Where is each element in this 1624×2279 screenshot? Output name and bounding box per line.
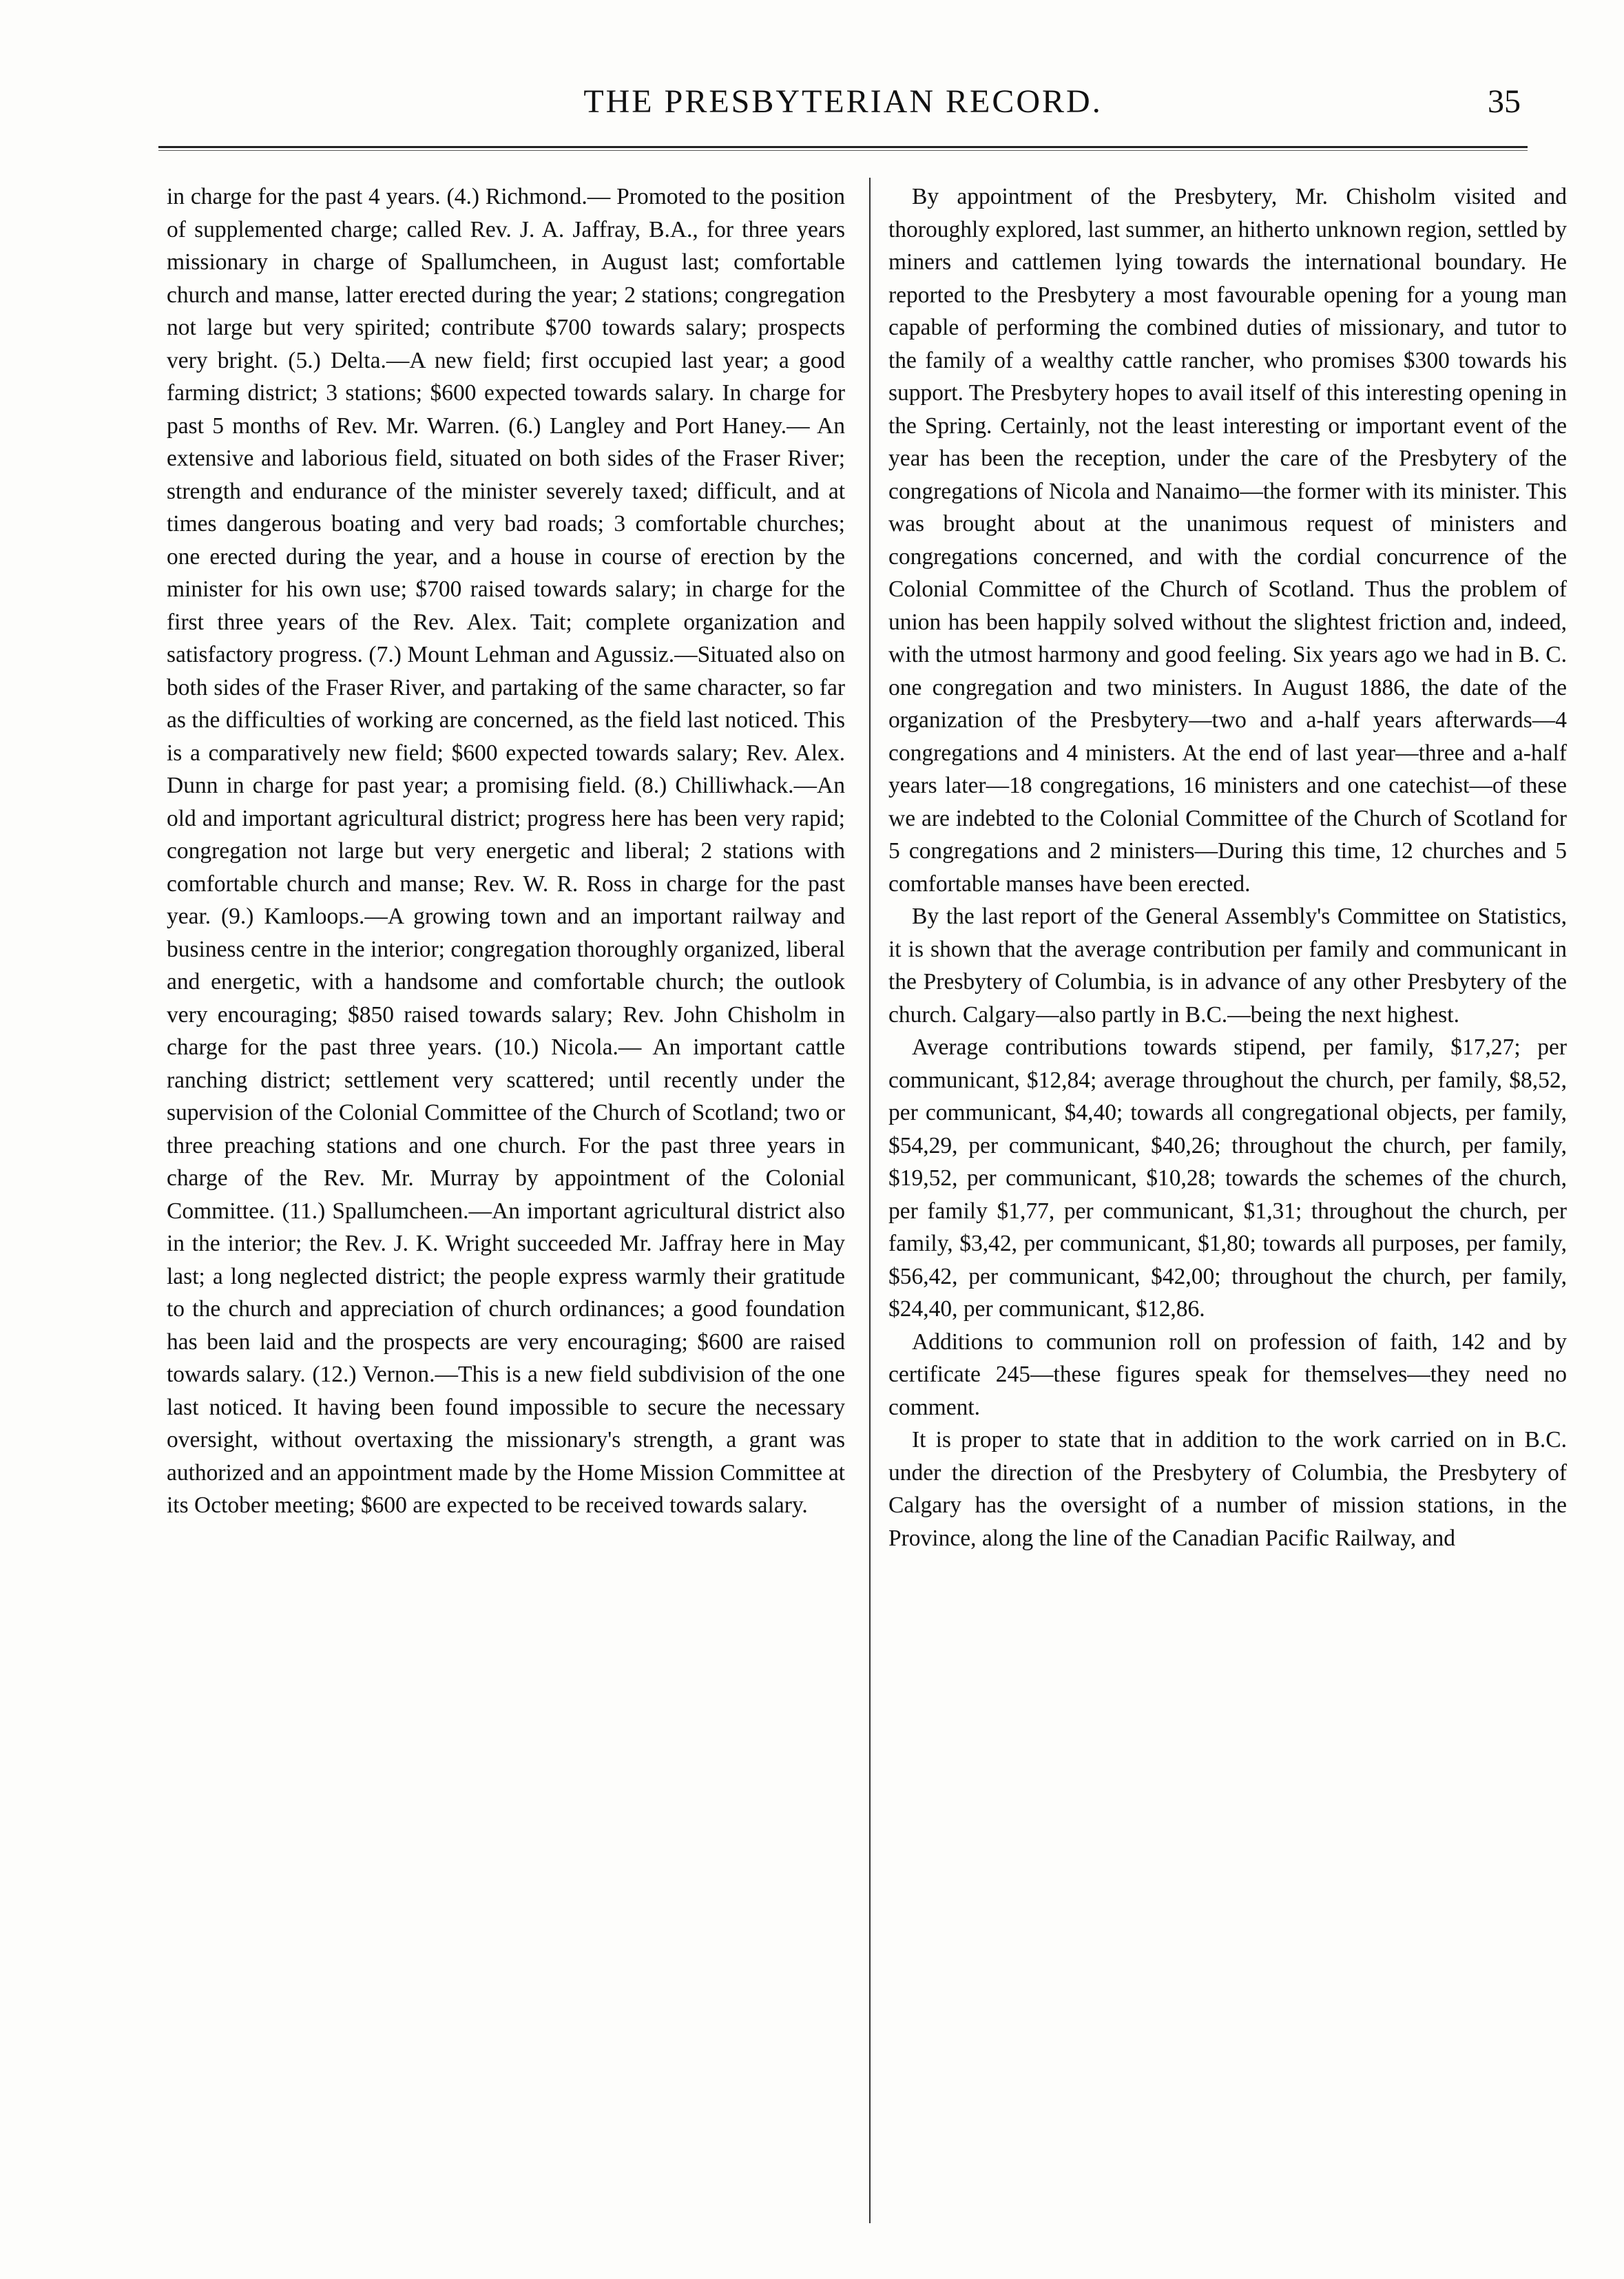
page-header	[165, 83, 1521, 138]
right-column	[888, 180, 1567, 1554]
right-paragraph-3: Average contributions towards stipend, per family, $17,27; per communicant, $12,84; average throughout the church, per family, $8,52, per communicant, $4,40; towards all congregational objects, per family, $54,29, per communicant, $40,26; throughout the church, per family, $19,52, per communicant, $10,28; towards the schemes of the church, per family $1,77, per communicant, $1,31; throughout the church, per family, $3,42, per communicant, $1,80; towards all purposes, per family, $56,42, per communicant, $42,00; throughout the church, per family, $24,40, per communicant, $12,86.	[888, 1034, 1567, 1322]
right-paragraph-2: By the last report of the General Assembly's Committee on Statistics, it is shown that the average contribution per family and communicant in the Presbytery of Columbia, is in advance of any other Presbytery of the church. Calgary—also partly in B.C.—being the next highest.	[888, 904, 1567, 1028]
running-title: THE PRESBYTERIAN RECORD.	[583, 83, 1103, 120]
right-paragraph-4: Additions to communion roll on profession of faith, 142 and by certificate 245—these figures speak for themselves—they need no comment.	[888, 1329, 1567, 1420]
left-column	[167, 180, 845, 1522]
right-paragraph-5: It is proper to state that in addition to the work carried on in B.C. under the direction of the Presbytery of Columbia, the Presbytery of Calgary has the oversight of a number of mission stations, in the Province, along the line of the Canadian Pacific Railway, and	[888, 1427, 1567, 1551]
column-divider	[869, 178, 871, 2223]
left-paragraph-1: in charge for the past 4 years. (4.) Richmond.— Promoted to the position of supplemented charge; called Rev. J. A. Jaffray, B.A., for three years missionary in charge of Spallumcheen, in August last; comfortable church and manse, latter erected during the year; 2 stations; congregation not large but very spirited; contribute $700 towards salary; prospects very bright. (5.) Delta.—A new field; first occupied last year; a good farming district; 3 stations; $600 expected towards salary. In charge for past 5 months of Rev. Mr. Warren. (6.) Langley and Port Haney.— An extensive and laborious field, situated on both sides of the Fraser River; strength and endurance of the minister severely taxed; difficult, and at times dangerous boating and very bad roads; 3 comfortable churches; one erected during the year, and a house in course of erection by the minister for his own use; $700 raised towards salary; in charge for the first three years of the Rev. Alex. Tait; complete organization and satisfactory progress. (7.) Mount Lehman and Agussiz.—Situated also on both sides of the Fraser River, and partaking of the same character, so far as the difficulties of working are concerned, as the field last noticed. This is a comparatively new field; $600 expected towards salary; Rev. Alex. Dunn in charge for past year; a promising field. (8.) Chilliwhack.—An old and important agricultural district; progress here has been very rapid; congregation not large but very energetic and liberal; 2 stations with comfortable church and manse; Rev. W. R. Ross in charge for the past year. (9.) Kamloops.—A growing town and an important railway and business centre in the interior; congregation thoroughly organized, liberal and energetic, with a handsome and comfortable church; the outlook very encouraging; $850 raised towards salary; Rev. John Chisholm in charge for the past three years. (10.) Nicola.— An important cattle ranching district; settlement very scattered; until recently under the supervision of the Colonial Committee of the Church of Scotland; two or three preaching stations and one church. For the past three years in charge of the Rev. Mr. Murray by appointment of the Colonial Committee. (11.) Spallumcheen.—An important agricultural district also in the interior; the Rev. J. K. Wright succeeded Mr. Jaffray here in May last; a long neglected district; the people express warmly their gratitude to the church and appreciation of church ordinances; a good foundation has been laid and the prospects are very encouraging; $600 are raised towards salary. (12.) Vernon.—This is a new field subdivision of the one last noticed. It having been found impossible to secure the necessary oversight, without overtaxing the missionary's strength, a grant was authorized and an appointment made by the Home Mission Committee at its October meeting; $600 are expected to be received towards salary.	[167, 184, 845, 1518]
right-paragraph-1: By appointment of the Presbytery, Mr. Chisholm visited and thoroughly explored, last summer, an hitherto unknown region, settled by miners and cattlemen lying towards the international boundary. He reported to the Presbytery a most favourable opening for a young man capable of performing the combined duties of missionary, and tutor to the family of a wealthy cattle rancher, who promises $300 towards his support. The Presbytery hopes to avail itself of this interesting opening in the Spring. Certainly, not the least interesting or important event of the year has been the reception, under the care of the Presbytery of the congregations of Nicola and Nanaimo—the former with its minister. This was brought about at the unanimous request of ministers and congregations concerned, and with the cordial concurrence of the Colonial Committee of the Church of Scotland. Thus the problem of union has been happily solved without the slightest friction and, indeed, with the utmost harmony and good feeling. Six years ago we had in B. C. one congregation and two ministers. In August 1886, the date of the organization of the Presbytery—two and a-half years afterwards—4 congregations and 4 ministers. At the end of last year—three and a-half years later—18 congregations, 16 ministers and one catechist—of these we are indebted to the Colonial Committee of the Church of Scotland for 5 congregations and 2 ministers—During this time, 12 churches and 5 comfortable manses have been erected.	[888, 184, 1567, 897]
page-number: 35	[1488, 83, 1521, 120]
header-rule	[158, 146, 1528, 151]
